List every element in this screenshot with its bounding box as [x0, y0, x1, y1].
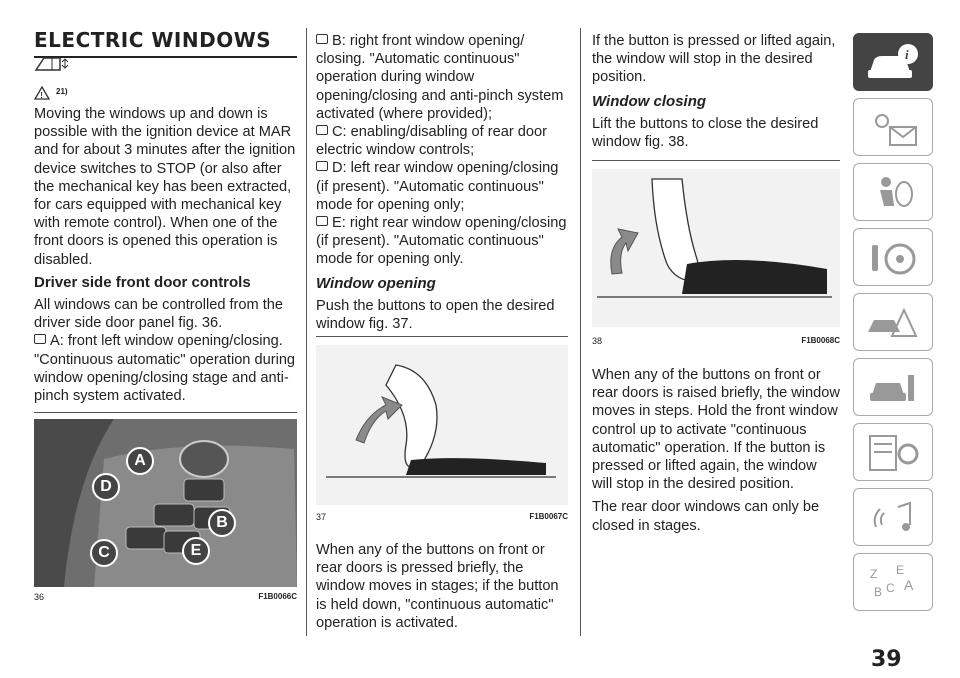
fig38-code: F1B0068C	[801, 336, 840, 345]
tab-index[interactable]	[853, 553, 933, 611]
svg-text:A: A	[904, 577, 914, 593]
door-panel-illustration	[34, 419, 297, 587]
airbag-seat-icon	[864, 172, 924, 214]
bullet-b	[316, 32, 568, 123]
bullet-d	[316, 159, 568, 214]
car-service-icon	[864, 367, 924, 409]
tab-multimedia[interactable]	[853, 488, 933, 546]
warning-icon	[34, 86, 50, 100]
crash-icon	[864, 302, 924, 344]
tab-knowing-your-car[interactable]	[853, 33, 933, 91]
tab-in-emergency[interactable]	[853, 293, 933, 351]
push-button-illustration	[316, 345, 568, 505]
bullet-icon	[34, 334, 46, 344]
section-heading-window-closing: Window closing	[592, 92, 707, 110]
svg-text:B: B	[874, 585, 883, 599]
bullet-b-text: B: right front window opening/ closing. "Automatic continuous" operation during window opening/closing and anti-pinch system activated (where provided);	[316, 33, 564, 122]
opening-paragraph: Push the buttons to open the desired window fig. 37.	[316, 297, 555, 333]
warning-lights-icon	[864, 107, 924, 149]
steps-paragraph: When any of the buttons on front or rear doors is raised briefly, the window moves in steps. Hold the front window control up to activate "continuous automatic" operation. If the button is pressed or lifted again, the window will stop in the desired position.	[592, 367, 840, 493]
fig36-label-e: E	[182, 537, 210, 565]
tab-warning-lights[interactable]	[853, 98, 933, 156]
fig36-code: F1B0066C	[258, 592, 297, 601]
lift-button-illustration	[592, 169, 840, 327]
stop-paragraph: If the button is pressed or lifted again, the window will stop in the desired position.	[592, 33, 836, 86]
svg-text:Z: Z	[870, 567, 878, 581]
column-2-lower	[316, 541, 568, 637]
closing-paragraph: Lift the buttons to close the desired window fig. 38.	[592, 115, 819, 151]
svg-text:!: !	[40, 91, 43, 100]
figure-36	[34, 412, 297, 587]
fig36-label-a: A	[126, 447, 154, 475]
section-heading-driver-controls: Driver side front door controls	[34, 273, 251, 291]
page-title: ELECTRIC WINDOWS	[34, 28, 297, 58]
bullet-icon	[316, 34, 328, 44]
controls-paragraph: All windows can be controlled from the driver side door panel fig. 36.	[34, 297, 284, 332]
bullet-c-text: C: enabling/disabling of rear door electric window controls;	[316, 124, 547, 159]
rear-doors-paragraph: The rear door windows can only be closed in stages.	[592, 499, 820, 534]
column-3	[592, 32, 840, 156]
bullet-d-text: D: left rear window opening/closing (if present). "Automatic continuous" mode for opening only;	[316, 160, 559, 213]
column-divider	[580, 28, 581, 636]
note-reference: 21)	[56, 87, 68, 96]
fig36-caption	[34, 592, 297, 602]
bullet-a	[34, 332, 297, 405]
figure-38	[592, 160, 840, 327]
chapter-sidebar	[853, 33, 933, 618]
window-icon	[34, 54, 68, 72]
technical-data-icon	[864, 432, 924, 474]
index-icon	[864, 562, 924, 604]
fig36-label-b: B	[208, 509, 236, 537]
svg-text:E: E	[896, 563, 905, 577]
bullet-c	[316, 123, 568, 159]
intro-paragraph: Moving the windows up and down is possible with the ignition device at MAR and for about 3 minutes after the ignition device switches to STOP (or also after the mechanical key has been extracted, for cars equipped with mechanical key with remote control). When one of the front doors is opened this operation is disabled.	[34, 106, 296, 268]
steering-wheel-icon	[864, 237, 924, 279]
bullet-e-text: E: right rear window opening/closing (if present). "Automatic continuous" mode for opening only.	[316, 215, 567, 268]
column-divider	[306, 28, 307, 636]
figure-37	[316, 336, 568, 505]
tab-maintenance[interactable]	[853, 358, 933, 416]
bullet-e	[316, 214, 568, 269]
fig37-code: F1B0067C	[529, 512, 568, 521]
tab-technical-data[interactable]	[853, 423, 933, 481]
page-number: 39	[871, 647, 902, 672]
svg-text:C: C	[886, 581, 895, 595]
fig37-caption	[316, 512, 568, 522]
fig36-label-d: D	[92, 473, 120, 501]
bullet-icon	[316, 216, 328, 226]
bullet-a-text: A: front left window opening/closing. "Continuous automatic" operation during window opening/closing stage and anti-pinch system activated.	[34, 333, 296, 405]
car-info-icon	[864, 42, 924, 84]
fig36-label-c: C	[90, 539, 118, 567]
fig36-number: 36	[34, 592, 45, 602]
svg-text:i: i	[905, 47, 909, 62]
column-1	[34, 105, 297, 410]
multimedia-icon	[864, 497, 924, 539]
bullet-icon	[316, 161, 328, 171]
tab-starting-driving[interactable]	[853, 228, 933, 286]
stages-paragraph: When any of the buttons on front or rear doors is pressed briefly, the window moves in stages; if the button is held down, "continuous automatic" operation is activated.	[316, 542, 559, 631]
tab-safety[interactable]	[853, 163, 933, 221]
fig38-number: 38	[592, 336, 603, 346]
bullet-icon	[316, 125, 328, 135]
column-3-lower	[592, 366, 840, 540]
column-2	[316, 32, 568, 338]
fig38-caption	[592, 336, 840, 346]
section-heading-window-opening: Window opening	[316, 274, 436, 292]
fig37-number: 37	[316, 512, 327, 522]
